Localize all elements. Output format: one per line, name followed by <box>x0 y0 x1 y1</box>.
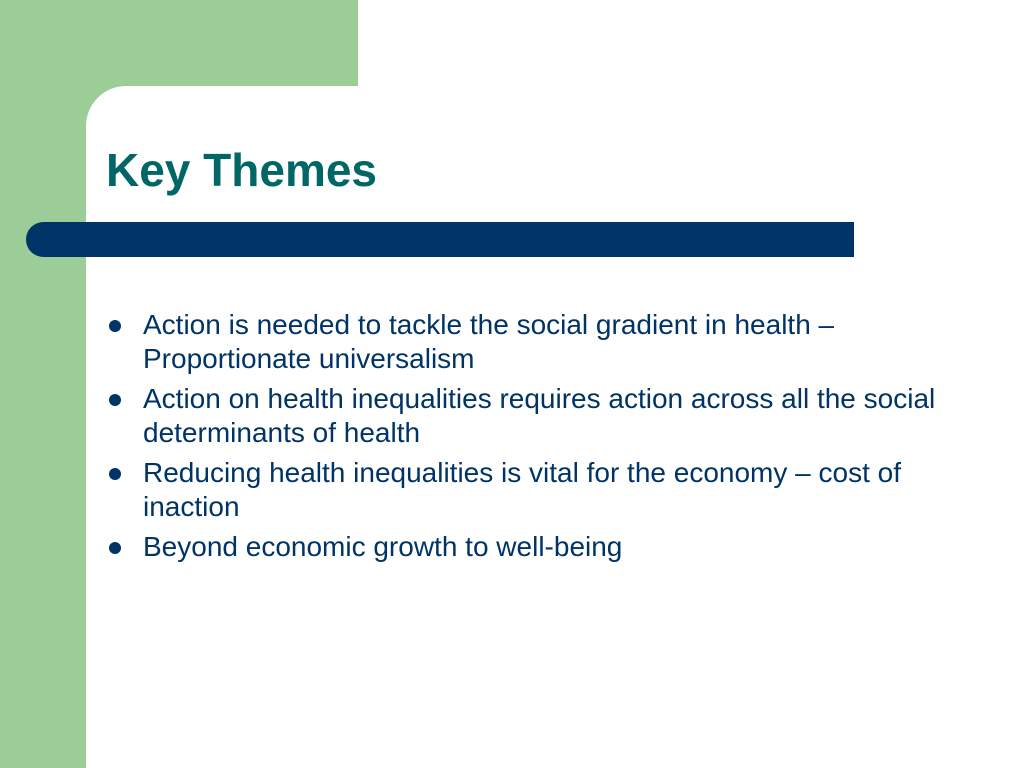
green-sidebar-band <box>0 0 86 768</box>
bullet-dot-icon <box>109 542 121 554</box>
bullet-text: Action is needed to tackle the social gradient in health – Proportionate universalism <box>143 309 835 374</box>
bullet-dot-icon <box>109 394 121 406</box>
title-underline-bar <box>26 222 854 257</box>
bullet-dot-icon <box>109 320 121 332</box>
slide-title: Key Themes <box>106 144 378 196</box>
bullet-list <box>105 308 965 570</box>
bullet-dot-icon <box>109 468 121 480</box>
bullet-item <box>105 308 965 376</box>
bullet-item <box>105 530 965 564</box>
green-top-band <box>0 0 358 86</box>
bullet-item <box>105 456 965 524</box>
bullet-text: Beyond economic growth to well-being <box>143 531 623 562</box>
bullet-text: Action on health inequalities requires action across all the social determinants of health <box>143 383 936 448</box>
bullet-text: Reducing health inequalities is vital for the economy – cost of inaction <box>143 457 901 522</box>
bullet-item <box>105 382 965 450</box>
